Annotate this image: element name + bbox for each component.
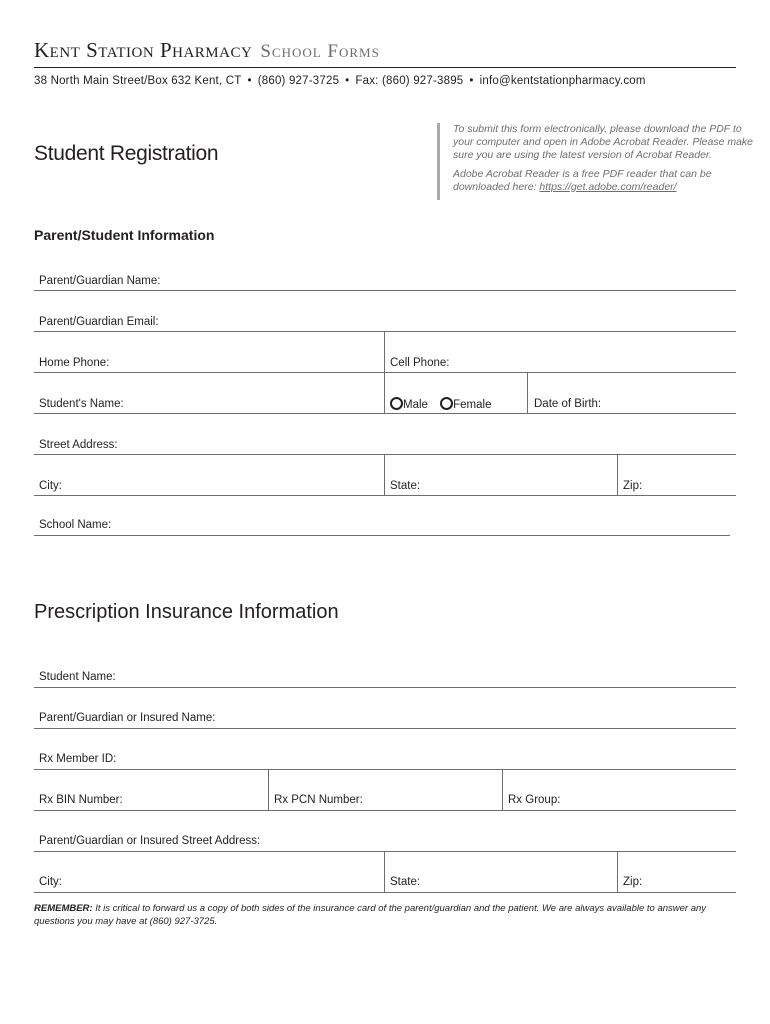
separator: • (469, 75, 474, 87)
field-divider (527, 372, 528, 413)
section-heading-parent-student: Parent/Student Information (34, 227, 215, 243)
insurance-student-name-field[interactable] (34, 687, 736, 688)
city-label: City: (39, 480, 62, 492)
school-name-label: School Name: (39, 519, 112, 531)
school-name-field[interactable] (34, 535, 730, 536)
cell-phone-label: Cell Phone: (390, 357, 450, 369)
insured-address-label: Parent/Guardian or Insured Street Address: (39, 835, 261, 847)
field-divider (617, 454, 618, 495)
student-name-field[interactable] (34, 413, 736, 414)
male-radio[interactable] (390, 397, 403, 410)
pcn-label: Rx PCN Number: (274, 794, 363, 806)
brand-name: Kent Station Pharmacy (34, 38, 253, 62)
member-id-field[interactable] (34, 769, 736, 770)
female-radio[interactable] (440, 397, 453, 410)
male-label: Male (403, 399, 428, 411)
remember-text: It is critical to forward us a copy of both sides of the insurance card of the parent/guardian and the patient. We are always available to answer any questions you may have at (860) 927-3725. (34, 903, 707, 927)
street-address-field[interactable] (34, 454, 736, 455)
email: info@kentstationpharmacy.com (479, 75, 646, 87)
parent-name-label: Parent/Guardian Name: (39, 275, 161, 287)
separator: • (247, 75, 252, 87)
rx-number-fields[interactable] (34, 810, 736, 811)
fax: Fax: (860) 927-3895 (355, 75, 464, 87)
address: 38 North Main Street/Box 632 Kent, CT (34, 75, 242, 87)
parent-name-field[interactable] (34, 290, 736, 291)
insured-state-label: State: (390, 876, 421, 888)
group-label: Rx Group: (508, 794, 561, 806)
parent-email-label: Parent/Guardian Email: (39, 316, 159, 328)
field-divider (384, 331, 385, 372)
dob-label: Date of Birth: (534, 398, 602, 410)
city-state-zip-fields[interactable] (34, 495, 736, 496)
state-label: State: (390, 480, 421, 492)
field-divider (268, 769, 269, 810)
insured-address-field[interactable] (34, 851, 736, 852)
submission-note (437, 123, 753, 200)
insured-zip-label: Zip: (623, 876, 643, 888)
header-rule (34, 67, 736, 68)
field-divider (502, 769, 503, 810)
phone-fields[interactable] (34, 372, 736, 373)
adobe-reader-link[interactable]: https://get.adobe.com/reader/ (539, 181, 677, 193)
contact-line (34, 75, 646, 87)
field-divider (384, 851, 385, 892)
insured-name-field[interactable] (34, 728, 736, 729)
member-id-label: Rx Member ID: (39, 753, 117, 765)
zip-label: Zip: (623, 480, 643, 492)
brand-subtitle: School Forms (260, 41, 380, 62)
insured-city-label: City: (39, 876, 62, 888)
phone: (860) 927-3725 (257, 75, 340, 87)
bin-label: Rx BIN Number: (39, 794, 123, 806)
page-title: Student Registration (34, 142, 219, 165)
remember-label: REMEMBER: (34, 903, 93, 914)
insurance-student-name-label: Student Name: (39, 671, 116, 683)
female-label: Female (453, 399, 492, 411)
street-address-label: Street Address: (39, 439, 118, 451)
home-phone-label: Home Phone: (39, 357, 110, 369)
note-paragraph-2: Adobe Acrobat Reader is a free PDF reader that can be downloaded here: https://get.adobe.com/reader/ (453, 168, 712, 193)
field-divider (617, 851, 618, 892)
separator: • (345, 75, 350, 87)
remember-note (34, 902, 740, 928)
brand-header (34, 38, 380, 63)
student-name-label: Student's Name: (39, 398, 124, 410)
note-paragraph-1: To submit this form electronically, please download the PDF to your computer and open in Adobe Acrobat Reader. Please make sure you are using the latest version of Acrobat Reader. (453, 123, 754, 161)
gender-options (390, 397, 492, 411)
field-divider (384, 372, 385, 413)
section-heading-insurance: Prescription Insurance Information (34, 601, 339, 623)
parent-email-field[interactable] (34, 331, 736, 332)
insured-name-label: Parent/Guardian or Insured Name: (39, 712, 216, 724)
field-divider (384, 454, 385, 495)
insured-city-state-zip-fields[interactable] (34, 892, 736, 893)
